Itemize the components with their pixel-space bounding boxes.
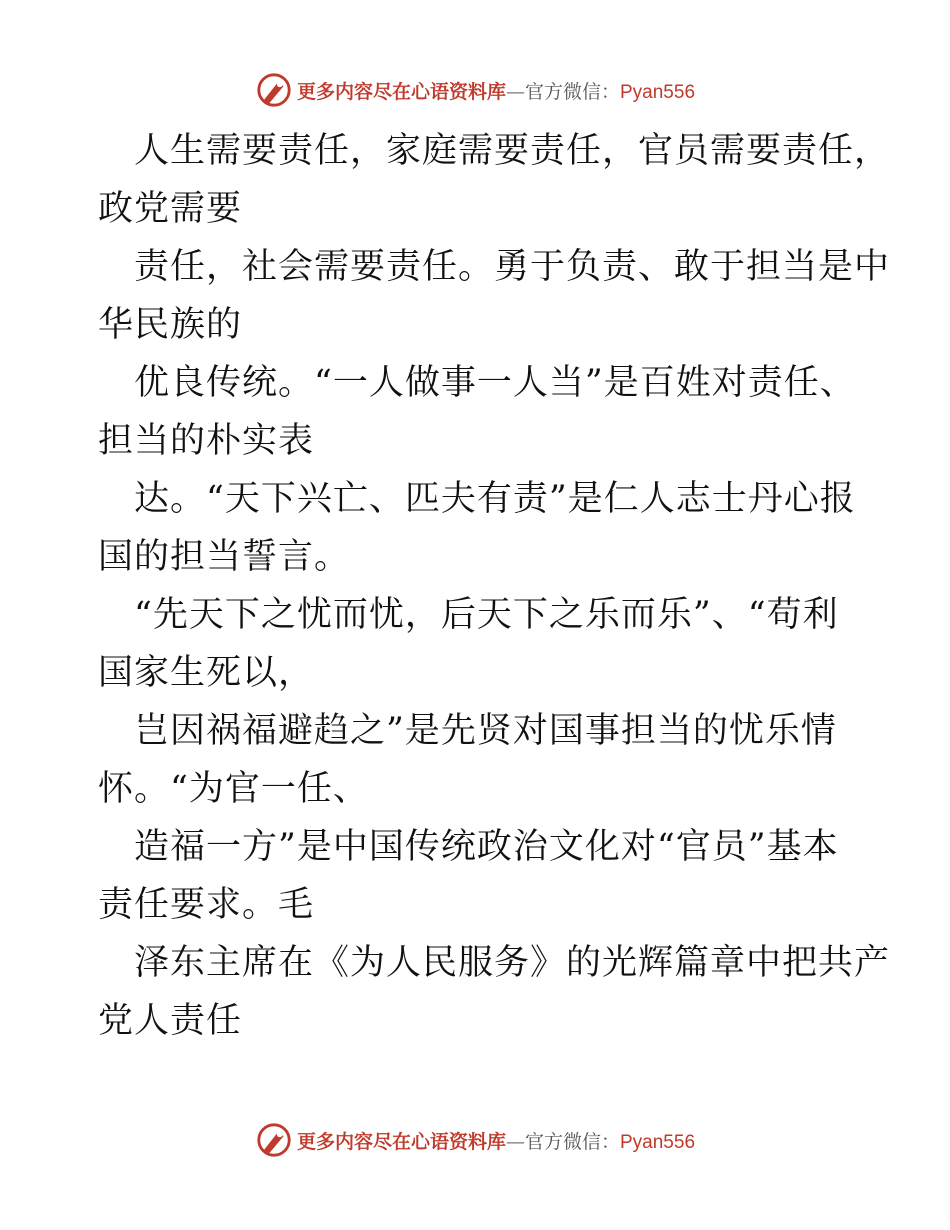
body-line: 责任要求。毛 [98, 885, 315, 925]
body-line: 怀。“为官一任、 [98, 769, 369, 809]
header-wechat-label: 官方微信： [524, 80, 620, 103]
body-line: 国家生死以， [98, 653, 315, 693]
body-line: 政党需要 [98, 189, 243, 229]
header-banner [0, 70, 950, 110]
document-body [98, 122, 891, 1050]
header-wechat-id: Pyan556 [620, 81, 696, 103]
body-line: 担当的朴实表 [98, 421, 315, 461]
body-line: 党人责任 [98, 1001, 243, 1041]
body-line: “先天下之忧而忧，后天下之乐而乐”、“苟利 [134, 595, 839, 635]
header-separator: — [505, 80, 525, 103]
body-line: 责任，社会需要责任。勇于负责、敢于担当是中 [134, 247, 891, 287]
body-line: 造福一方”是中国传统政治文化对“官员”基本 [134, 827, 839, 867]
body-line: 优良传统。“一人做事一人当”是百姓对责任、 [134, 363, 856, 403]
footer-main-text: 更多内容尽在心语资料库 [296, 1130, 506, 1153]
body-line: 国的担当誓言。 [98, 537, 351, 577]
body-line: 达。“天下兴亡、匹夫有责”是仁人志士丹心报 [134, 479, 856, 519]
footer-banner [0, 1120, 950, 1160]
footer-wechat-label: 官方微信： [524, 1130, 620, 1153]
body-line: 岂因祸福避趋之”是先贤对国事担当的忧乐情 [134, 711, 837, 751]
pen-nib-logo-icon [255, 71, 293, 109]
footer-separator: — [505, 1130, 525, 1153]
pen-nib-logo-icon [255, 1121, 293, 1159]
header-main-text: 更多内容尽在心语资料库 [296, 80, 506, 103]
footer-wechat-id: Pyan556 [620, 1131, 696, 1153]
body-line: 泽东主席在《为人民服务》的光辉篇章中把共产 [134, 943, 891, 983]
header-text [297, 77, 695, 104]
body-line: 华民族的 [98, 305, 243, 345]
body-line: 人生需要责任，家庭需要责任，官员需要责任， [134, 131, 891, 171]
footer-text [297, 1127, 695, 1154]
